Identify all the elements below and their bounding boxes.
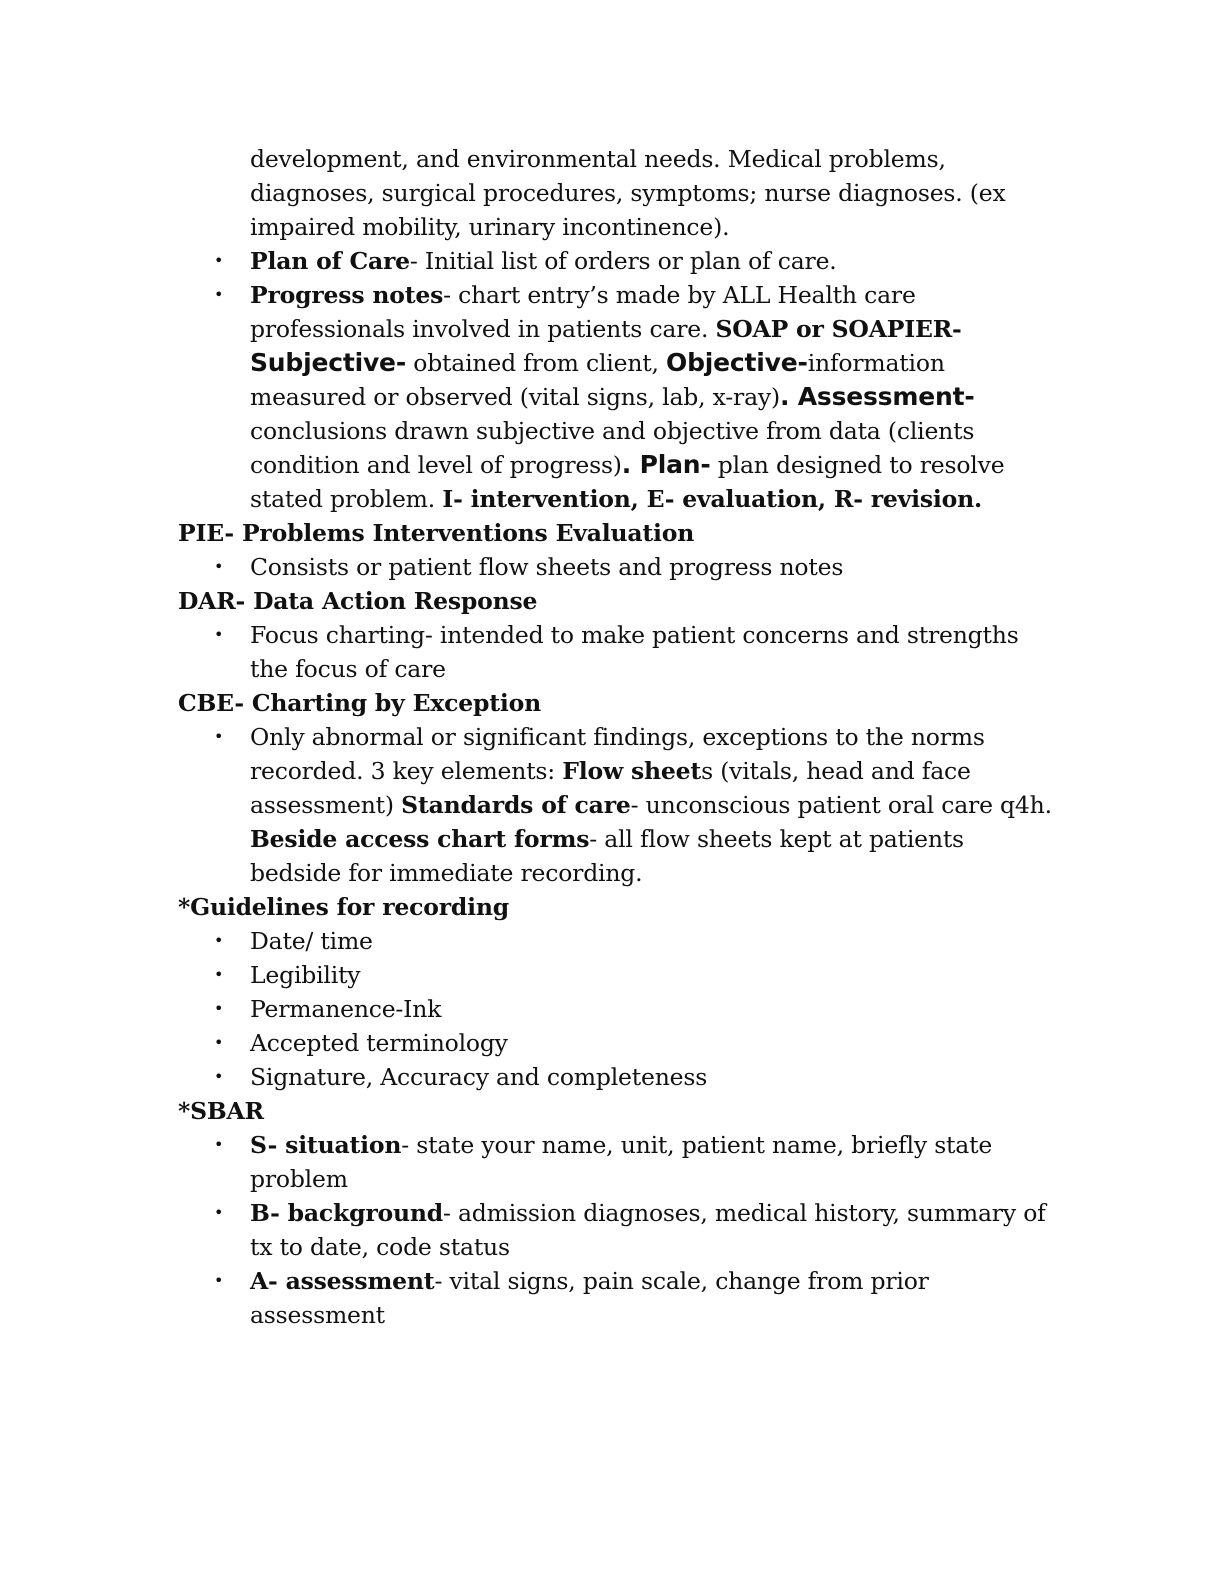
bullet-icon: • [214, 1135, 224, 1154]
bullet-icon: • [214, 999, 224, 1018]
cbe-item [178, 720, 1058, 890]
bullet-icon: • [214, 557, 224, 576]
flow-sheets-term: Flow sheet [562, 757, 702, 785]
cbe-text: - unconscious patient oral care q4h. [630, 791, 1052, 819]
guideline-item [178, 992, 1058, 1026]
guideline-text: Legibility [250, 961, 361, 989]
assessment-text: conclusions drawn subjective and objective from data (clients condition and level of progress) [250, 417, 975, 479]
sbar-text: - admission diagnoses, medical history, summary of tx to date, code status [250, 1199, 1046, 1261]
pie-item [178, 550, 1058, 584]
sbar-term: S- situation [250, 1131, 402, 1159]
bullet-icon: • [214, 1203, 224, 1222]
guideline-item [178, 958, 1058, 992]
intro-paragraph [178, 142, 1058, 244]
bullet-icon: • [214, 625, 224, 644]
sbar-item [178, 1128, 1058, 1196]
sbar-term: A- assessment [250, 1267, 435, 1295]
bullet-icon: • [214, 285, 224, 304]
sbar-heading: *SBAR [178, 1097, 264, 1125]
cbe-text: Only abnormal or significant findings, exceptions to the norms recorded. 3 key elements: [250, 723, 985, 785]
pie-bullet-text: Consists or patient flow sheets and progress notes [250, 553, 844, 581]
progress-notes-item [178, 278, 1058, 516]
beside-access-term: Beside access chart forms [250, 825, 590, 853]
guideline-text: Signature, Accuracy and completeness [250, 1063, 708, 1091]
guideline-item [178, 924, 1058, 958]
progress-notes-text: - chart entry’s made by ALL Health care professionals involved in patients care. [250, 281, 916, 343]
dar-bullet-text: Focus charting- intended to make patient concerns and strengths the focus of care [250, 621, 1019, 683]
bullet-icon: • [214, 727, 224, 746]
objective-text: information measured or observed (vital signs, lab, x-ray) [250, 349, 945, 411]
guideline-item [178, 1060, 1058, 1094]
plan-of-care-term: Plan of Care [250, 247, 410, 275]
dar-item [178, 618, 1058, 686]
plan-text: plan designed to resolve stated problem. [250, 451, 1005, 513]
subjective-text: obtained from client, [406, 349, 667, 377]
progress-notes-term: Progress notes [250, 281, 444, 309]
cbe-heading: CBE- Charting by Exception [178, 689, 541, 717]
cbe-text: - all flow sheets kept at patients bedside for immediate recording. [250, 825, 964, 887]
bullet-icon: • [214, 965, 224, 984]
bullet-icon: • [214, 1067, 224, 1086]
plan-term: . Plan- [621, 450, 711, 479]
sbar-text: - state your name, unit, patient name, briefly state problem [250, 1131, 993, 1193]
guideline-text: Accepted terminology [250, 1029, 508, 1057]
cbe-text: s (vitals, head and face assessment) [250, 757, 971, 819]
guideline-item [178, 1026, 1058, 1060]
sbar-item [178, 1196, 1058, 1264]
soapier-extension: I- intervention, E- evaluation, R- revision. [442, 485, 982, 513]
bullet-icon: • [214, 251, 224, 270]
intro-line: impaired mobility, urinary incontinence). [250, 213, 730, 241]
soap-label: SOAP or SOAPIER- [715, 315, 962, 343]
pie-heading: PIE- Problems Interventions Evaluation [178, 519, 695, 547]
bullet-icon: • [214, 931, 224, 950]
sbar-item [178, 1264, 1058, 1332]
bullet-icon: • [214, 1271, 224, 1290]
guideline-text: Date/ time [250, 927, 373, 955]
dar-heading: DAR- Data Action Response [178, 587, 538, 615]
sbar-text: - vital signs, pain scale, change from prior assessment [250, 1267, 929, 1329]
plan-of-care-item [178, 244, 1058, 278]
guidelines-heading: *Guidelines for recording [178, 893, 509, 921]
intro-line: diagnoses, surgical procedures, symptoms; nurse diagnoses. (ex [250, 179, 1006, 207]
intro-line: development, and environmental needs. Medical problems, [250, 145, 946, 173]
document-page [178, 142, 1058, 1332]
subjective-term: Subjective- [250, 348, 406, 377]
sbar-term: B- background [250, 1199, 443, 1227]
standards-of-care-term: Standards of care [401, 791, 631, 819]
plan-of-care-text: - Initial list of orders or plan of care. [409, 247, 837, 275]
assessment-term: . Assessment- [779, 382, 975, 411]
bullet-icon: • [214, 1033, 224, 1052]
objective-term: Objective- [666, 348, 808, 377]
guideline-text: Permanence-Ink [250, 995, 442, 1023]
